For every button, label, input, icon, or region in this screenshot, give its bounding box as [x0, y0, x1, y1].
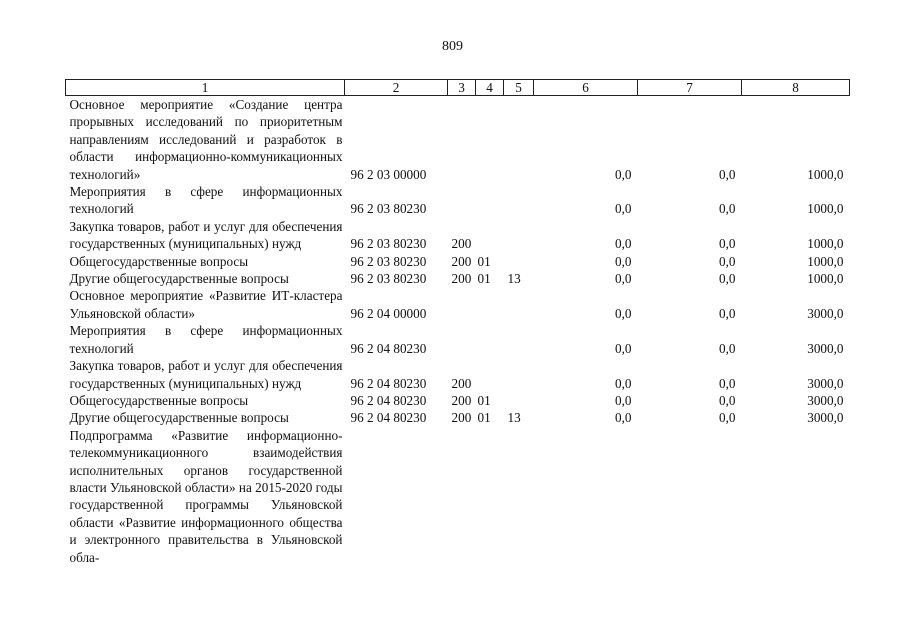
row-section: 01 — [477, 392, 491, 408]
row-amount-col7: 0,0 — [719, 236, 736, 252]
table-row — [66, 322, 850, 357]
row-expense-type: 200 — [451, 410, 472, 426]
row-amount-col8 — [742, 427, 850, 566]
row-expense-type — [448, 287, 476, 322]
row-target-code: 96 2 03 80230 — [350, 253, 427, 269]
row-amount-col7: 0,0 — [719, 166, 736, 182]
row-amount-col6: 0,0 — [615, 340, 632, 356]
row-expense-type: 200 — [451, 253, 472, 269]
row-amount-col7: 0,0 — [719, 410, 736, 426]
row-name: Другие общегосударственные вопросы — [69, 410, 289, 426]
table-row — [66, 253, 850, 270]
table-row — [66, 96, 850, 184]
row-expense-type — [448, 183, 476, 218]
table-row — [66, 392, 850, 409]
row-amount-col7: 0,0 — [719, 340, 736, 356]
table-row — [66, 183, 850, 218]
row-expense-type: 200 — [451, 392, 472, 408]
header-cell-7: 7 — [638, 80, 742, 96]
row-name: Мероприятия в сфере информационных технологий — [69, 323, 343, 356]
row-amount-col8: 1000,0 — [807, 166, 844, 182]
row-subsection — [504, 96, 534, 184]
row-amount-col7: 0,0 — [719, 392, 736, 408]
row-subsection: 13 — [507, 271, 521, 287]
row-name: Мероприятия в сфере информационных технологий — [69, 184, 343, 217]
table-row — [66, 287, 850, 322]
row-amount-col7: 0,0 — [719, 201, 736, 217]
row-amount-col6 — [534, 427, 638, 566]
row-expense-type: 200 — [451, 236, 472, 252]
header-cell-5: 5 — [504, 80, 534, 96]
row-subsection — [504, 322, 534, 357]
row-subsection — [504, 218, 534, 253]
row-amount-col8: 3000,0 — [807, 340, 844, 356]
row-amount-col6: 0,0 — [615, 166, 632, 182]
row-amount-col7: 0,0 — [719, 375, 736, 391]
row-amount-col8: 3000,0 — [807, 375, 844, 391]
row-section — [476, 218, 504, 253]
table-header — [66, 80, 850, 96]
row-amount-col8: 3000,0 — [807, 410, 844, 426]
row-amount-col6: 0,0 — [615, 392, 632, 408]
page-number: 809 — [442, 39, 463, 54]
row-subsection — [504, 287, 534, 322]
table-row — [66, 357, 850, 392]
row-amount-col6: 0,0 — [615, 271, 632, 287]
row-section — [476, 96, 504, 184]
row-amount-col8: 3000,0 — [807, 392, 844, 408]
row-target-code: 96 2 03 00000 — [350, 166, 427, 182]
row-section — [476, 287, 504, 322]
row-expense-type — [448, 427, 476, 566]
row-amount-col7 — [638, 427, 742, 566]
row-subsection — [504, 427, 534, 566]
row-name: Другие общегосударственные вопросы — [69, 271, 289, 287]
row-name: Подпрограмма «Развитие информационно-телекоммуникационного взаимодействия исполнительных органов государственной власти Ульяновской области» на 2015-2020 годы государственной программы Ульяновской области «Развитие информационного общества и электронного правительства в Ульяновской обла- — [69, 427, 343, 565]
row-subsection — [504, 253, 534, 270]
row-amount-col8: 1000,0 — [807, 236, 844, 252]
table-row — [66, 270, 850, 287]
row-subsection — [504, 357, 534, 392]
header-row — [66, 80, 850, 96]
row-expense-type — [448, 96, 476, 184]
row-target-code: 96 2 04 80230 — [350, 375, 427, 391]
row-expense-type — [448, 322, 476, 357]
row-section: 01 — [477, 410, 491, 426]
row-amount-col6: 0,0 — [615, 253, 632, 269]
row-amount-col7: 0,0 — [719, 253, 736, 269]
row-target-code: 96 2 04 80230 — [350, 392, 427, 408]
row-section: 01 — [477, 253, 491, 269]
row-amount-col6: 0,0 — [615, 410, 632, 426]
row-name: Общегосударственные вопросы — [69, 392, 249, 408]
row-target-code: 96 2 03 80230 — [350, 201, 427, 217]
header-cell-8: 8 — [742, 80, 850, 96]
row-name: Основное мероприятие «Развитие ИТ-кластера Ульяновской области» — [69, 288, 343, 321]
row-expense-type: 200 — [451, 375, 472, 391]
row-name: Основное мероприятие «Создание центра прорывных исследований по приоритетным направлениям исследований и разработок в области информационно-коммуникационных технологий» — [69, 97, 343, 182]
row-amount-col7: 0,0 — [719, 271, 736, 287]
header-cell-6: 6 — [534, 80, 638, 96]
row-amount-col6: 0,0 — [615, 201, 632, 217]
row-target-code: 96 2 04 80230 — [350, 410, 427, 426]
row-target-code: 96 2 04 00000 — [350, 305, 427, 321]
row-name: Общегосударственные вопросы — [69, 253, 249, 269]
row-amount-col8: 1000,0 — [807, 271, 844, 287]
budget-table — [65, 79, 850, 566]
row-subsection: 13 — [507, 410, 521, 426]
row-section — [476, 427, 504, 566]
row-subsection — [504, 392, 534, 409]
table-row — [66, 427, 850, 566]
header-cell-4: 4 — [476, 80, 504, 96]
row-name: Закупка товаров, работ и услуг для обеспечения государственных (муниципальных) нужд — [69, 358, 343, 391]
row-target-code: 96 2 03 80230 — [350, 236, 427, 252]
row-section — [476, 322, 504, 357]
header-cell-3: 3 — [448, 80, 476, 96]
header-cell-1: 1 — [66, 80, 345, 96]
row-amount-col6: 0,0 — [615, 305, 632, 321]
table-row — [66, 218, 850, 253]
row-amount-col7: 0,0 — [719, 305, 736, 321]
row-target-code: 96 2 04 80230 — [350, 340, 427, 356]
row-target-code — [345, 427, 448, 566]
row-name: Закупка товаров, работ и услуг для обеспечения государственных (муниципальных) нужд — [69, 218, 343, 252]
header-cell-2: 2 — [345, 80, 448, 96]
row-section — [476, 183, 504, 218]
row-amount-col6: 0,0 — [615, 375, 632, 391]
row-target-code: 96 2 03 80230 — [350, 271, 427, 287]
row-section: 01 — [477, 271, 491, 287]
row-expense-type: 200 — [451, 271, 472, 287]
table-body — [66, 96, 850, 566]
row-amount-col8: 1000,0 — [807, 253, 844, 269]
row-amount-col8: 3000,0 — [807, 305, 844, 321]
row-section — [476, 357, 504, 392]
row-amount-col8: 1000,0 — [807, 201, 844, 217]
row-amount-col6: 0,0 — [615, 236, 632, 252]
row-subsection — [504, 183, 534, 218]
table-row — [66, 409, 850, 426]
